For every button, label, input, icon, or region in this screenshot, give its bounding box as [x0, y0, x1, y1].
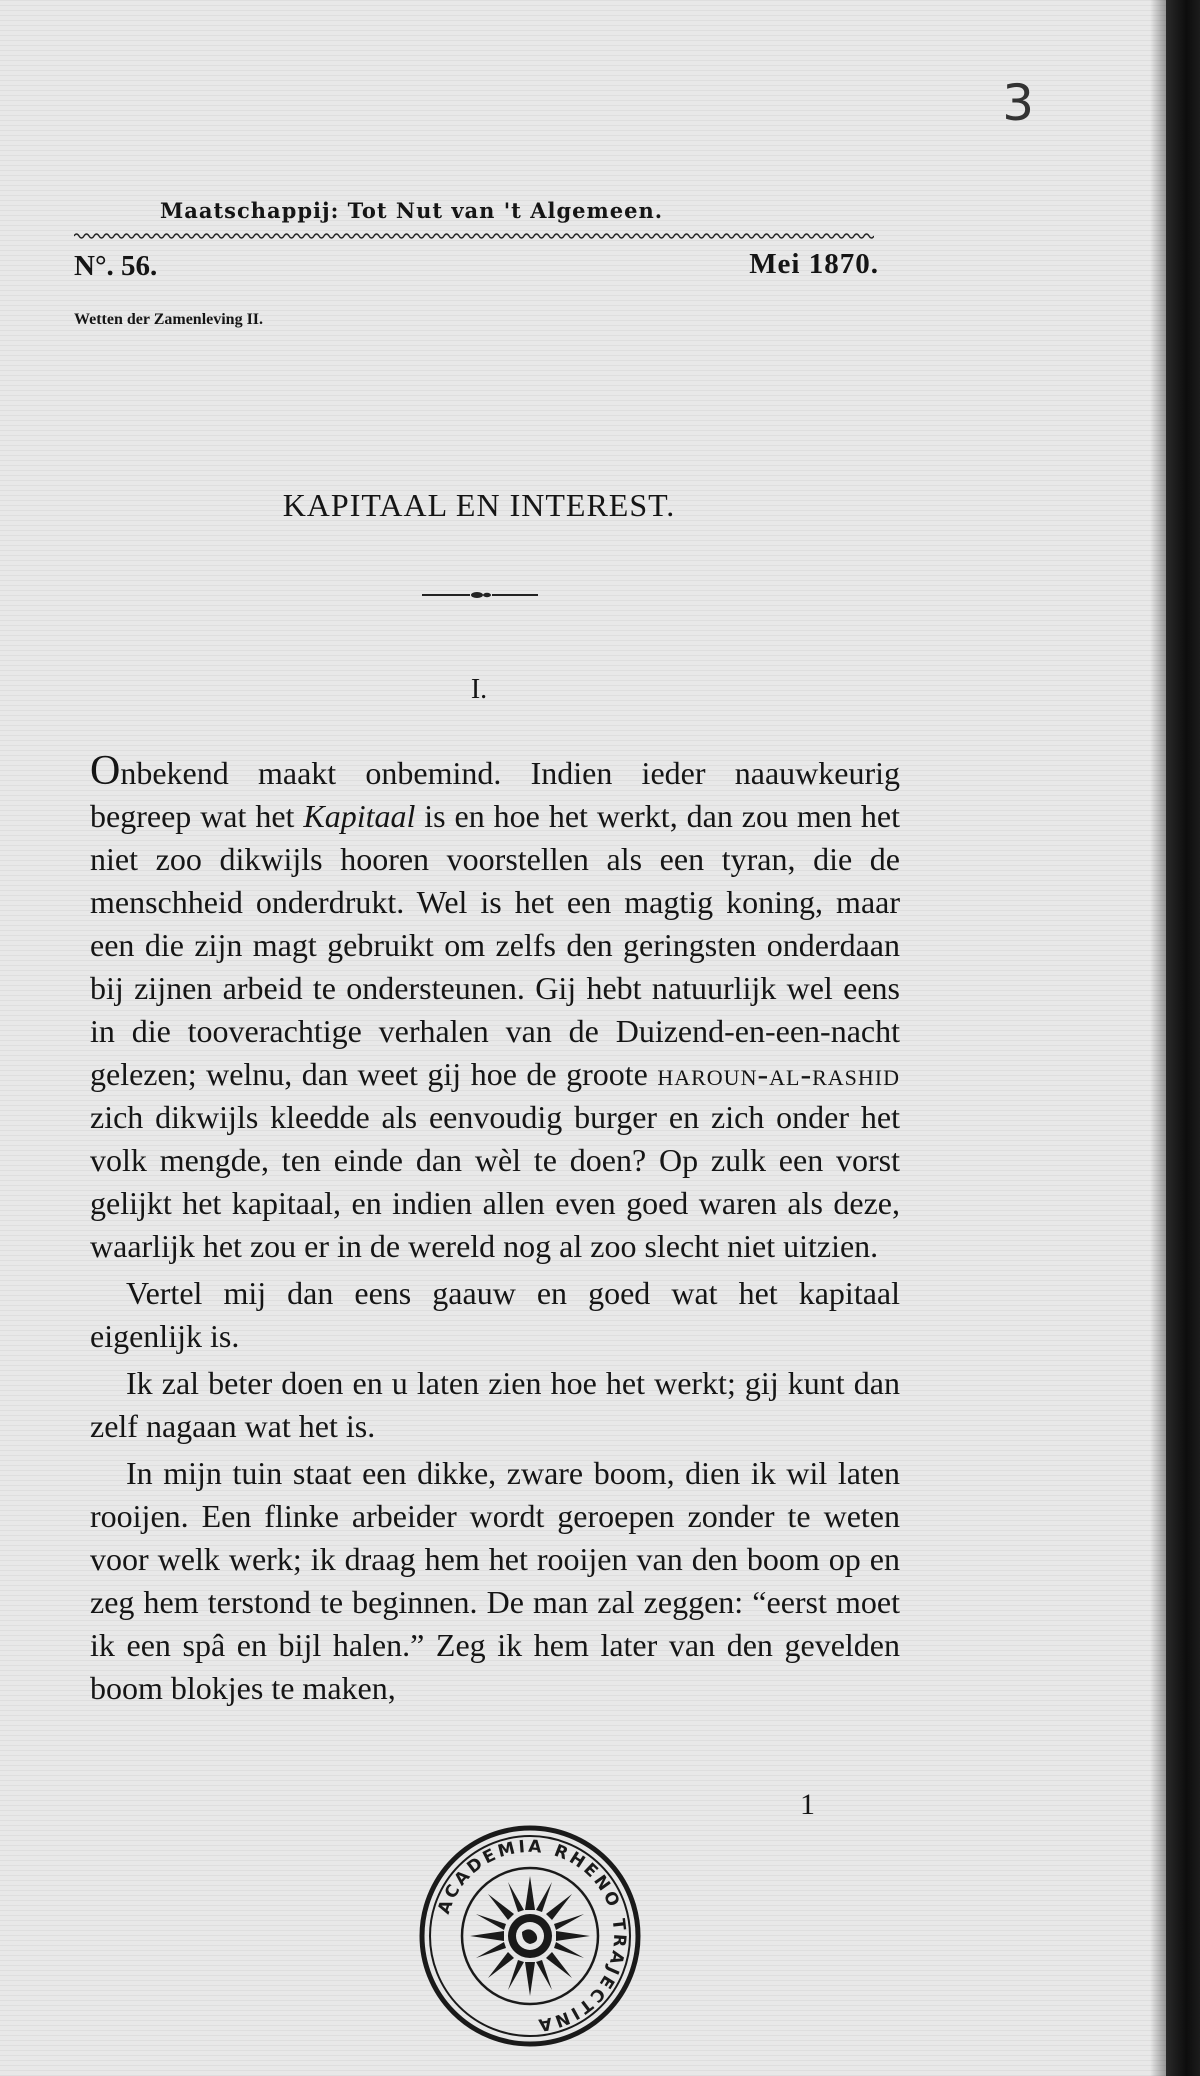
italic-term: Kapitaal: [303, 798, 416, 834]
article-title: KAPITAAL EN INTEREST.: [282, 487, 676, 523]
society-header: Maatschappij: Tot Nut van 't Algemeen.: [160, 198, 664, 223]
page-number: 1: [800, 1788, 815, 1821]
library-stamp: [418, 1824, 642, 2048]
section-number: I.: [470, 674, 488, 705]
smallcaps-name: haroun-al-rashid: [657, 1056, 900, 1092]
paragraph-4: In mijn tuin staat een dikke, zware boom, dien ik wil laten rooijen. Een flinke arbeider wordt geroepen zonder te weten voor welk werk; ik draag hem het rooijen van den boom op en zeg hem terstond te beginnen. De man zal zeggen: “eerst moet ik een spâ en bijl halen.” Zeg ik hem later van den gevelden boom blokjes te maken,: [90, 1455, 900, 1706]
drop-cap: O: [90, 748, 121, 794]
page-fold-shadow: [1150, 0, 1166, 2076]
sun-emblem: [470, 1876, 590, 1996]
issue-date: Mei 1870.: [749, 248, 879, 280]
stamp-legend: ACADEMIA RHENO TRAJECTINA: [434, 1836, 630, 2036]
paragraph-3: Ik zal beter doen en u laten zien hoe het werkt; gij kunt dan zelf nagaan wat het is.: [90, 1365, 900, 1444]
wavy-header-rule: [74, 232, 874, 240]
paragraph-1: Onbekend maakt onbemind. Indien ieder naauwkeurig begreep wat het Kapitaal is en hoe het werkt, dan zou men het niet zoo dikwijls hooren voorstellen als een tyran, die de menschheid onderdrukt. Wel is het een magtig koning, maar een die zijn magt gebruikt om zelfs den geringsten onderdaan bij zijnen arbeid te ondersteunen. Gij hebt natuurlijk wel eens in die tooverachtige verhalen van de Duizend-en-een-nacht gelezen; welnu, dan weet gij hoe de groote haroun-al-rashid zich dikwijls kleedde als eenvoudig burger en zich onder het volk mengde, ten einde dan wèl te doen? Op zulk een vorst gelijkt het kapitaal, en indien allen even goed waren als deze, waarlijk het zou er in de wereld nog al zoo slecht niet uitzien.: [90, 748, 900, 1264]
folio-mark: 3: [1002, 74, 1034, 132]
issue-number: N°. 56.: [74, 250, 158, 282]
book-edge: [1166, 0, 1200, 2076]
body-text: [90, 750, 900, 1710]
series-title: Wetten der Zamenleving II.: [74, 311, 264, 328]
paragraph-2: Vertel mij dan eens gaauw en goed wat het kapitaal eigenlijk is.: [90, 1275, 900, 1354]
title-ornament-rule: [420, 585, 540, 605]
